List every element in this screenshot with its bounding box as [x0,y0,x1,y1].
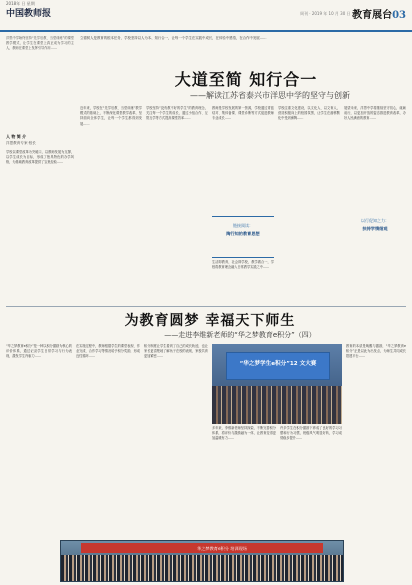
article2-column-2: 在实施过程中，教师根据学生的课堂表现、作业完成、合作学习等情况给予积分奖励，形成良性循环…… [76,344,140,359]
photo-crowd [212,386,342,424]
pull-box-2-label: 以行促知之力： [361,218,389,223]
pull-box-text: 陶行知的教育思想 [226,231,260,236]
photo-banner [226,352,330,380]
article1-column-4: 学校注重文化建设，以文化人、以文育人，营造积极向上的校园氛围，让学生在潜移默化中受到熏陶…… [278,106,340,121]
article1-column-1: 近年来，学校在“先学后教、当堂训练”教学模式的基础上，不断深化课堂教学改革，坚持面向全体学生，让每一个学生都得到发展…… [80,106,142,126]
sidebar-role: 洋思教育专家·校长 [6,141,36,145]
article1-title: 大道至简 知行合一 [174,70,318,89]
article2-column-1: “华之梦教育e积分”是一种以积分激励为核心的评价体系，通过记录学生日常学习与行为表现，激发学生内驱力…… [6,344,72,359]
sidebar-name: 人 物 简 介 [6,134,27,139]
article1-pull-box-2 [344,216,406,242]
article1-column-3b: 生活即教育，社会即学校，教学做合一，学校将教育理念融入日常教学实践之中…… [212,260,274,270]
article2-subtitle: ——走进李维新老师的“华之梦教育e积分”（四） [164,331,316,339]
article2-column-6: 教育的本质是唤醒与激励，“华之梦教育e积分”正是以此为出发点，为师生共同成长搭建平台…… [346,344,406,359]
article1-pull-box [212,216,274,258]
article2-column-5: 许多学生在积分激励下养成了良好的学习习惯和行为习惯，班级风气明显好转，学习成绩稳步提升…… [280,426,342,441]
section-heading [352,6,406,21]
group-photo-banner-text: 华之梦教育e积分 培训现场 [197,546,247,551]
article1-column-5: 展望未来，洋思中学将继续坚守初心，砥砺前行，以更加开放的姿态推进教育改革，办好人民满意的教育…… [344,106,406,121]
article1-column-2: 学校坚持“没有教不好的学生”的教育理念，关注每一个学生的成长，通过小组合作、互帮互学等方式提高课堂效率…… [146,106,208,121]
issue-meta: 周刊 · 2019 年 10 月 30 日 [300,11,351,16]
article2-title: 为教育圆梦 幸福天下师生 [124,313,296,329]
pull-box-label: 链接阅读： [233,223,253,228]
article1-column-3: 教师是学校发展的第一资源，学校通过青蓝结对、集体备课、课堂诊断等方式促进教师专业成长…… [212,106,274,121]
page-header [0,0,412,32]
article2-column-3: 积分制度让学生看到了自己的成长轨迹，也让家长更清楚地了解孩子在校的表现，家校共育更加紧密…… [144,344,208,359]
article1-sidebar [6,36,74,304]
article-divider [6,306,406,307]
newspaper-brand: 中国教师报 [6,9,52,19]
article2-photo [212,344,342,424]
section-label: 教育展台 [352,10,393,21]
article1-intro: 立德树人是教育的根本任务，学校坚持以人为本、知行合一，让每一个学生在实践中成长，在体验中感悟，在合作中发展…… [80,36,267,40]
sidebar-body: 学校以课堂改革为突破口，以教师发展为支撑，以学生成长为目标，形成了独具特色的办学风格，为基础教育改革提供了宝贵经验…… [6,150,74,165]
section-number: 03 [392,10,406,21]
article1-subtitle: ——解读江苏省泰兴市洋思中学的坚守与创新 [190,91,350,100]
article2-group-photo [60,540,344,582]
photo-banner-text: “华之梦学生e积分”12 文大赛 [239,361,317,367]
pull-box-2-text: 扶持学情细观 [362,226,388,231]
group-photo-banner [81,543,323,553]
article2-column-4: 多年来，李维新老师坚持探索，不断完善积分体系，将评价与激励融为一体，让教育变得更加温暖有力…… [212,426,276,441]
issue-date: 2018年 日 星期 [6,1,35,6]
sidebar-quote: 洋思中学始终坚持“先学后教、当堂训练”的课堂教学模式，让学生在课堂上真正成为学习的主人，教师在课堂上发挥引导作用…… [6,36,74,50]
group-photo-people [61,555,343,581]
